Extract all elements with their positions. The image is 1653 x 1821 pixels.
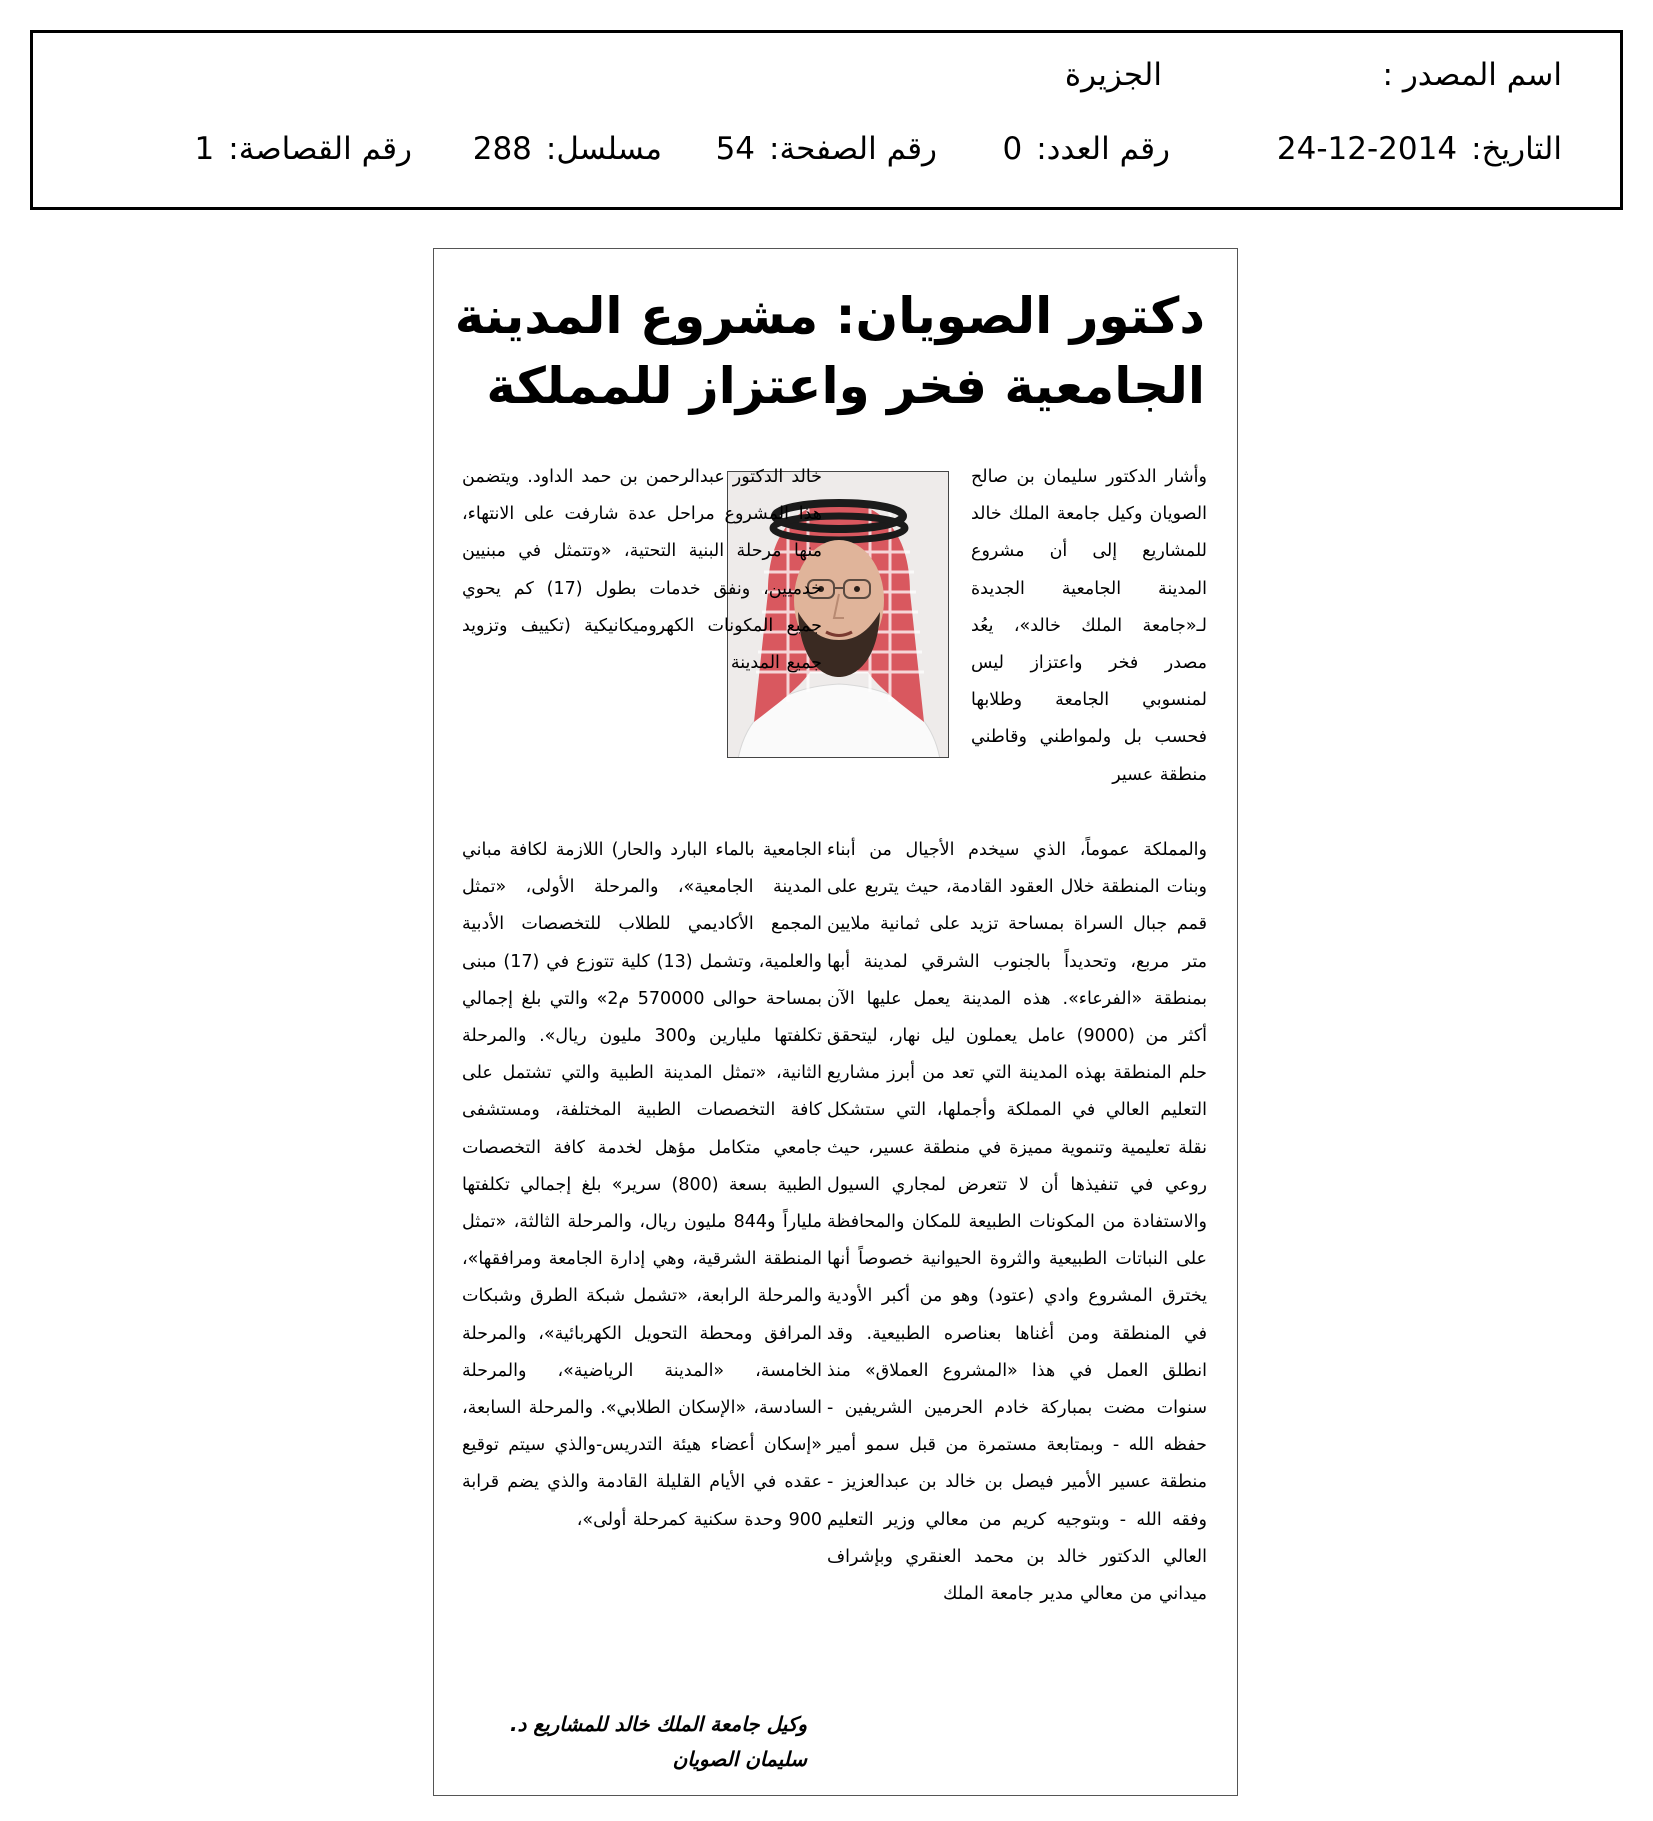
clip-value: 1 [194,131,215,167]
article-paragraph: والمملكة عموماً، الذي سيخدم الأجيال من أبناء وبنات المنطقة خلال العقود القادمة، حيث يتربع على قمم جبال السراة بمساحة تزيد على ثمانية ملايين متر مربع، وتحديداً بالجنوب الشرقي لمدينة أبها بمنطقة «الفرعاء». هذه المدينة يعمل عليها الآن أكثر من (9000) عامل يعملون ليل نهار، ليتحقق حلم المنطقة بهذه المدينة التي تعد من أبرز مشاريع التعليم العالي في المملكة وأجملها، التي ستشكل نقلة تعليمية وتنموية مميزة في منطقة عسير، حيث روعي في تنفيذها أن لا تتعرض لمجاري السيول والاستفادة من المكونات الطبيعة للمكان والمحافظة على النباتات الطبيعية والثروة الحيوانية خصوصاً أنها يخترق المشروع وادي (عتود) وهو من أكبر الأودية في المنطقة ومن أغناها بعناصره الطبيعية. وقد انطلق العمل في هذا «المشروع العملاق» منذ سنوات مضت بمباركة خادم الحرمين الشريفين - حفظه الله - وبمتابعة مستمرة من قبل سمو أمير منطقة عسير الأمير فيصل بن خالد بن عبدالعزيز - وفقه الله - وبتوجيه كريم من معالي وزير التعليم العالي الدكتور خالد بن محمد العنقري وبإشراف ميداني من معالي مدير جامعة الملك [827,840,1208,1605]
article-column-right-top [971,459,1207,794]
article-paragraph: الجامعية بالماء البارد والحار) اللازمة لكافة مباني المدينة الجامعية»، والمرحلة الأولى، «تمثل المجمع الأكاديمي للطلاب للتخصصات الأدبية والعلمية، وتشمل (13) كلية تتوزع في (17) مبنى بمساحة حوالى 570000 م2» والتي بلغ إجمالي تكلفتها مليارين و300 مليون ريال». والمرحلة الثانية، «تمثل المدينة الطبية والتي تشتمل على كافة التخصصات الطبية المختلفة، ومستشفى جامعي متكامل مؤهل لخدمة كافة التخصصات الطبية بسعة (800) سرير» بلغ إجمالي تكلفتها ملياراً و844 مليون ريال، والمرحلة الثالثة، «تمثل المنطقة الشرقية، وهي إدارة الجامعة ومرافقها»، والمرحلة الرابعة، «تشمل شبكة الطرق وشبكات المرافق ومحطة التحويل الكهربائية»، والمرحلة الخامسة، «المدينة الرياضية»، والمرحلة السادسة، «الإسكان الطلابي». والمرحلة السابعة، «إسكان أعضاء هيئة التدريس-والذي سيتم توقيع عقده في الأيام القليلة القادمة والذي يضم قرابة 900 وحدة سكنية كمرحلة أولى»، [462,840,823,1530]
issue-field [1002,129,1170,169]
article-paragraph: وأشار الدكتور سليمان بن صالح الصويان وكيل جامعة الملك خالد للمشاريع إلى أن مشروع المدينة الجامعية الجديدة لـ«جامعة الملك خالد»، يعُد مصدر فخر واعتزاز ليس لمنسوبي الجامعة وطلابها فحسب بل ولمواطني وقاطني منطقة عسير [971,467,1207,785]
source-label: اسم المصدر : [1382,57,1562,93]
photo-caption [467,1707,807,1777]
issue-label: رقم العدد: [1036,131,1170,167]
page-value: 54 [715,131,756,167]
date-label: التاريخ: [1471,131,1562,167]
serial-value: 288 [472,131,532,167]
headline-line-1: دكتور الصويان: مشروع المدينة [454,287,1205,345]
headline-line-2: الجامعية فخر واعتزاز للمملكة [486,357,1205,415]
source-info-box [30,30,1623,210]
issue-value: 0 [1002,131,1023,167]
page-label: رقم الصفحة: [769,131,937,167]
serial-field [473,129,662,169]
clip-label: رقم القصاصة: [228,131,412,167]
article-paragraph: خالد الدكتور عبدالرحمن بن حمد الداود. ويتضمن هذا المشروع مراحل عدة شارفت على الانتهاء، منها مرحلة البنية التحتية، «وتتمثل في مبنيين خدميين، ونفق خدمات بطول (17) كم يحوي جميع المكونات الكهروميكانيكية (تكييف وتزويد جميع المدينة [462,467,823,674]
date-value: 2014-12-24 [1276,131,1458,167]
date-field [1277,129,1562,169]
caption-line-1: وكيل جامعة الملك خالد للمشاريع د. [509,1712,807,1736]
article-column-left-top [462,459,822,682]
article-headline [454,281,1205,421]
page-field [716,129,937,169]
newspaper-clipping [433,248,1238,1796]
article-column-left-bottom [462,832,822,1539]
source-value: الجزيرة [1064,57,1162,93]
clip-field [195,129,412,169]
caption-line-2: سليمان الصويان [672,1747,807,1771]
serial-label: مسلسل: [545,131,662,167]
article-column-right-bottom [827,832,1207,1613]
